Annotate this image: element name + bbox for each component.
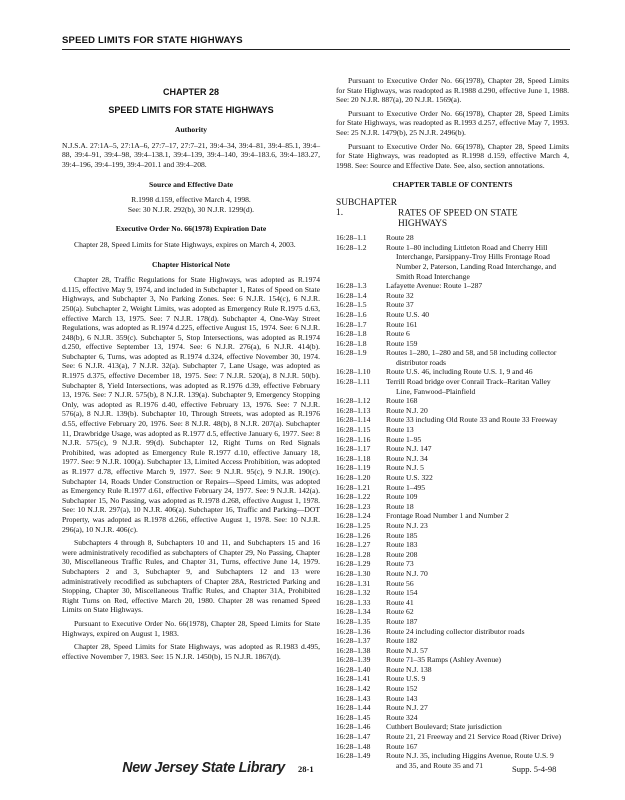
toc-section-title: Route N.J. 5 <box>386 463 424 473</box>
toc-entry <box>336 425 569 435</box>
toc-section-number: 16:28–1.31 <box>336 578 371 588</box>
toc-section-number: 16:28–1.6 <box>336 309 367 319</box>
toc-section-number: 16:28–1.49 <box>336 751 371 761</box>
toc-section-number: 16:28–1.41 <box>336 674 371 684</box>
toc-section-title-block <box>386 694 569 704</box>
historical-note-paragraph: Pursuant to Executive Order No. 66(1978), Chapter 28, Speed Limits for State Highways, expired on August 1, 1983. <box>62 618 320 638</box>
toc-section-title: Route N.J. 70 <box>386 568 428 578</box>
toc-section-title-cont: Number 2, Paterson, Landing Road Interchange, and <box>396 261 557 271</box>
toc-section-title-block <box>386 607 569 617</box>
toc-section-title-cont: distributor roads <box>396 357 446 367</box>
toc-section-number: 16:28–1.45 <box>336 712 371 722</box>
toc-section-number: 16:28–1.30 <box>336 568 371 578</box>
toc-section-title-block <box>386 377 569 396</box>
toc-section-title: Route 33 including Old Route 33 and Route 33 Freeway <box>386 415 558 425</box>
toc-section-title-block <box>386 674 569 684</box>
historical-note-heading: Chapter Historical Note <box>152 259 230 269</box>
toc-entry <box>336 310 569 320</box>
toc-section-title: Route 324 <box>386 712 418 722</box>
toc-section-title-block <box>386 636 569 646</box>
toc-entry <box>336 243 569 281</box>
toc-section-title: Route 1–80 including Littleton Road and Cherry Hill <box>386 242 548 252</box>
toc-section-number: 16:28–1.25 <box>336 520 371 530</box>
toc-section-title: Route N.J. 20 <box>386 405 428 415</box>
toc-section-number: 16:28–1.42 <box>336 684 371 694</box>
toc-section-title-block <box>386 435 569 445</box>
toc-entry <box>336 636 569 646</box>
source-heading: Source and Effective Date <box>148 179 233 189</box>
toc-section-title: Route 28 <box>386 233 414 243</box>
toc-section-title-block <box>386 320 569 330</box>
toc-section-number: 16:28–1.16 <box>336 434 371 444</box>
toc-section-title-block <box>386 550 569 560</box>
toc-section-title: Route 183 <box>386 540 418 550</box>
toc-entry <box>336 377 569 396</box>
toc-section-title-block <box>386 492 569 502</box>
toc-section-number: 16:28–1.48 <box>336 741 371 751</box>
toc-entry <box>336 588 569 598</box>
toc-section-title-block <box>386 425 569 435</box>
toc-section-title-block <box>386 732 569 742</box>
toc-section-number: 16:28–1.14 <box>336 415 371 425</box>
toc-section-title: Route N.J. 147 <box>386 444 432 454</box>
toc-section-title: Terrill Road bridge over Conrail Track–Raritan Valley <box>386 377 551 387</box>
toc-section-number: 16:28–1.15 <box>336 425 371 435</box>
toc-section-title: Route U.S. 40 <box>386 309 430 319</box>
toc-section-number: 16:28–1.17 <box>336 444 371 454</box>
toc-section-title: Lafayette Avenue: Route 1–287 <box>386 281 483 291</box>
toc-entry <box>336 454 569 464</box>
toc-section-title: Route 73 <box>386 559 414 569</box>
toc-section-title: Route 208 <box>386 549 418 559</box>
toc-entry <box>336 703 569 713</box>
toc-entry <box>336 367 569 377</box>
toc-section-number: 16:28–1.3 <box>336 281 367 291</box>
toc-section-title-block <box>386 540 569 550</box>
toc-section-title-block <box>386 646 569 656</box>
toc-entry <box>336 320 569 330</box>
toc-section-number: 16:28–1.19 <box>336 463 371 473</box>
toc-section-title: Route 143 <box>386 693 418 703</box>
toc-section-number: 16:28–1.37 <box>336 636 371 646</box>
toc-entry <box>336 396 569 406</box>
readoption-paragraph: Pursuant to Executive Order No. 66(1978), Chapter 28, Speed Limits for State Highways, was readopted as R.1993 d.257, effective May 7, 1993. See: 25 N.J.R. 1479(b), 25 N.J.R. 2496(b). <box>336 108 569 137</box>
supplement-date: Supp. 5-4-98 <box>512 764 557 774</box>
toc-entry <box>336 540 569 550</box>
subchapter-number: SUBCHAPTER 1. <box>336 197 397 219</box>
toc-section-title: Route N.J. 57 <box>386 645 428 655</box>
toc-section-number: 16:28–1.36 <box>336 626 371 636</box>
left-column <box>62 76 320 665</box>
toc-section-number: 16:28–1.34 <box>336 607 371 617</box>
toc-section-title-block <box>386 579 569 589</box>
toc-entry <box>336 492 569 502</box>
toc-entry <box>336 415 569 425</box>
toc-section-title-block <box>386 310 569 320</box>
toc-entry <box>336 291 569 301</box>
toc-entry <box>336 473 569 483</box>
toc-section-title: Route 161 <box>386 319 418 329</box>
toc-section-title: Route 167 <box>386 741 418 751</box>
toc-section-title-block <box>386 713 569 723</box>
toc-section-title-block <box>386 483 569 493</box>
toc-section-title-block <box>386 444 569 454</box>
toc-entry <box>336 559 569 569</box>
toc-entry <box>336 742 569 752</box>
toc-section-number: 16:28–1.8 <box>336 329 367 339</box>
toc-section-number: 16:28–1.9 <box>336 348 367 358</box>
toc-entry <box>336 463 569 473</box>
subchapter-title-cont: HIGHWAYS <box>398 218 448 229</box>
toc-section-number: 16:28–1.12 <box>336 396 371 406</box>
toc-section-title-block <box>386 243 569 281</box>
right-column <box>336 76 569 770</box>
toc-section-title-cont: Smith Road Interchange <box>396 271 470 281</box>
toc-section-title-block <box>386 396 569 406</box>
toc-section-number: 16:28–1.43 <box>336 693 371 703</box>
toc-section-title: Route 6 <box>386 329 410 339</box>
toc-section-title: Route 182 <box>386 636 418 646</box>
toc-section-title: Route 185 <box>386 530 418 540</box>
toc-section-title-block <box>386 406 569 416</box>
toc-section-number: 16:28–1.21 <box>336 482 371 492</box>
toc-section-title: Route U.S. 322 <box>386 473 433 482</box>
toc-entry <box>336 646 569 656</box>
footer <box>0 755 625 785</box>
toc-entry <box>336 722 569 732</box>
toc-section-number: 16:28–1.27 <box>336 540 371 550</box>
toc-section-number: 16:28–1.1 <box>336 233 367 243</box>
chapter-number: CHAPTER 28 <box>162 87 219 97</box>
subchapter-heading <box>336 198 569 229</box>
toc-section-title: Route U.S. 46, including Route U.S. 1, 9 and 46 <box>386 367 533 377</box>
toc-section-title-block <box>386 291 569 301</box>
toc-section-title: Route 152 <box>386 684 418 694</box>
toc-section-number: 16:28–1.33 <box>336 597 371 607</box>
toc-section-title-block <box>386 300 569 310</box>
toc-entry <box>336 550 569 560</box>
toc-section-title-cont: Interchange, Parsippany-Troy Hills Frontage Road <box>396 252 550 262</box>
source-line: R.1998 d.159, effective March 4, 1998. <box>131 195 251 205</box>
toc-entry <box>336 483 569 493</box>
historical-note-paragraph: Chapter 28, Traffic Regulations for State Highways, was adopted as R.1974 d.115, effective May 9, 1974, and included in Subchapter 1, Rates of Speed on State Highways, and Subchapter 3, No Parking Zones. See: 6 N.J.R. 154(c), 6 N.J.R. 250(a). Subchapter 2, Weight Limits, was adopted as Emergency Rule R.1975 d.63, effective March 13, 1975. See: 7 N.J.R. 178(d). Subchapter 4, One-Way Street Regulations, was adopted as R.1974 d.225, effective August 15, 1974. See: 6 N.J.R. 248(b), 6 N.J.R. 359(c). Subchapter 5, Stop Intersections, was adopted as R.1974 d.250, effective September 13, 1974. See: 6 N.J.R. 276(a), 6 N.J.R. 414(b). Subchapter 6, Turns, was adopted as R.1974 d.324, effective November 30, 1974. See: 6 N.J.R. 413(a), 7 N.J.R. 32(a). Subchapter 7, Lane Usage, was adopted as R.1975 d.375, effective December 18, 1975. See: 7 N.J.R. 520(a), 8 N.J.R. 50(b). Subchapter 8, Yield Intersections, was adopted as R.1976 d.39, effective February 13, 1976. See: 7 N.J.R. 575(b), 8 N.J.R. 139(a). Subchapter 9, Emergency Stopping Only, was adopted as R.1976 d.40, effective February 13, 1976. See: 7 N.J.R. 576(a), 8 N.J.R. 139(b). Subchapter 10, Through Streets, was adopted as R.1976 d.55, effective February 20, 1976. See: 8 N.J.R. 48(b), 8 N.J.R. 207(a). Subchapter 11, Drawbridge Usage, was adopted as R.1977 d.5, effective January 6, 1977. See: 8 N.J.R. 575(c), 9 N.J.R. 99(d). Subchapter 12, Right Turns on Red Signals Prohibited, was adopted as Emergency Rule R.1977 d.10, effective January 18, 1977. See: 9 N.J.R. 100(a). Subchapter 13, Limited Access Prohibition, was adopted as R.1977 d.78, effective March 9, 1977. See: 9 N.J.R. 95(c), 9 N.J.R. 190(c). Subchapter 14, Roads Under Construction or Repairs—Speed Limits, was adopted as Emergency Rule R.1977 d.61, effective February 24, 1977. See: 9 N.J.R. 142(a). Subchapter 15, No Passing, was adopted as R.1978 d.268, effective August 1, 1978. See: 10 N.J.R. 297(a), 10 N.J.R. 406(a). Subchapter 16, Traffic and Parking—DOT Property, was adopted as R.1978 d.266, effective August 1, 1978. See: 10 N.J.R. 296(a), 10 N.J.R. 406(c). <box>62 275 320 534</box>
running-head: SPEED LIMITS FOR STATE HIGHWAYS <box>62 35 243 46</box>
toc-section-title-cont: Line, Fanwood–Plainfield <box>396 386 476 396</box>
toc-section-title: Route 109 <box>386 492 418 502</box>
toc-entry <box>336 339 569 349</box>
toc-section-title: Route 168 <box>386 396 418 406</box>
authority-text: N.J.S.A. 27:1A–5, 27:1A–6, 27:7–17, 27:7–21, 39:4–34, 39:4–81, 39:4–85.1, 39:4–88, 39:4–91, 39:4–98, 39:4–138.1, 39:4–139, 39:4–140, 39:4–183.6, 39:4–183.27, 39:4–196, 39:4–199, 39:4–201.1 and 39:4–208. <box>62 140 320 169</box>
toc-section-title-block <box>386 617 569 627</box>
toc-section-title-block <box>386 502 569 512</box>
toc-section-number: 16:28–1.28 <box>336 549 371 559</box>
toc-section-title-block <box>386 569 569 579</box>
toc-section-title-block <box>386 339 569 349</box>
toc-entry <box>336 329 569 339</box>
toc-section-number: 16:28–1.20 <box>336 473 371 482</box>
readoption-paragraph: Pursuant to Executive Order No. 66(1978), Chapter 28, Speed Limits for State Highways, was readopted as R.1998 d.159, effective March 4, 1998. See: Source and Effective Date. See, also, section annotations. <box>336 141 569 170</box>
toc-entry <box>336 694 569 704</box>
toc-section-title-block <box>386 588 569 598</box>
toc-section-number: 16:28–1.39 <box>336 655 371 665</box>
toc-section-title: Route 41 <box>386 597 414 607</box>
toc-section-number: 16:28–1.40 <box>336 664 371 674</box>
toc-section-title-block <box>386 598 569 608</box>
toc-section-number: 16:28–1.23 <box>336 501 371 511</box>
toc-section-number: 16:28–1.13 <box>336 405 371 415</box>
header-rule <box>62 49 570 50</box>
toc-section-title: Route N.J. 35, including Higgins Avenue, Route U.S. 9 <box>386 751 554 761</box>
toc-section-title-block <box>386 415 569 425</box>
toc-list <box>336 233 569 770</box>
toc-section-title: Route 56 <box>386 578 414 588</box>
toc-section-title-block <box>386 521 569 531</box>
historical-note-paragraph: Subchapters 4 through 8, Subchapters 10 and 11, and Subchapters 15 and 16 were administratively recodified as subchapters of Chapter 29, No Passing, Chapter 30, Miscellaneous Traffic Rules, and Chapter 31, Turns, effective June 14, 1979. Subchapters 2 and 3, Subchapter 9, and Subchapters 12 and 13 were administratively recodified as subchapters of Chapter 28A, Restricted Parking and Stopping, Chapter 30, Miscellaneous Traffic Rules, and Chapter 31A, Prohibited Right Turns on Red, effective March 20, 1980. Chapter 28 was renamed Speed Limits on State Highways. <box>62 538 320 615</box>
toc-section-title-block <box>386 559 569 569</box>
toc-entry <box>336 655 569 665</box>
toc-section-title-block <box>386 627 569 637</box>
toc-section-number: 16:28–1.4 <box>336 290 367 300</box>
toc-section-title-block <box>386 665 569 675</box>
exec-order-text: Chapter 28, Speed Limits for State Highways, expires on March 4, 2003. <box>74 239 296 249</box>
toc-section-title-block <box>386 329 569 339</box>
toc-section-title-block <box>386 703 569 713</box>
toc-entry <box>336 406 569 416</box>
toc-section-title: Route 187 <box>386 616 418 626</box>
toc-entry <box>336 531 569 541</box>
source-line: See: 30 N.J.R. 292(b), 30 N.J.R. 1299(d). <box>127 204 255 214</box>
toc-section-title-block <box>386 367 569 377</box>
exec-order-heading: Executive Order No. 66(1978) Expiration Date <box>115 224 267 234</box>
toc-section-number: 16:28–1.18 <box>336 453 371 463</box>
toc-section-title: Route N.J. 34 <box>386 453 428 463</box>
toc-section-number: 16:28–1.10 <box>336 367 371 377</box>
toc-section-title: Route 18 <box>386 501 414 511</box>
toc-section-number: 16:28–1.5 <box>336 300 367 310</box>
toc-section-number: 16:28–1.11 <box>336 377 371 387</box>
toc-section-number: 16:28–1.38 <box>336 645 371 655</box>
toc-heading: CHAPTER TABLE OF CONTENTS <box>392 180 513 190</box>
toc-section-title-cont: and 35, and Route 35 and 71 <box>396 760 484 770</box>
toc-section-title: Route N.J. 138 <box>386 664 432 674</box>
toc-section-number: 16:28–1.44 <box>336 703 371 713</box>
toc-section-title: Route 62 <box>386 607 414 617</box>
toc-entry <box>336 713 569 723</box>
toc-section-title-block <box>386 463 569 473</box>
toc-section-number: 16:28–1.46 <box>336 722 371 732</box>
toc-section-title-block <box>386 511 569 521</box>
toc-section-title: Route 1–495 <box>386 482 426 492</box>
toc-section-title-block <box>386 281 569 291</box>
toc-entry <box>336 607 569 617</box>
toc-section-number: 16:28–1.29 <box>336 559 371 569</box>
toc-section-title-block <box>386 722 569 732</box>
toc-section-title-block <box>386 454 569 464</box>
toc-entry <box>336 617 569 627</box>
toc-entry <box>336 579 569 589</box>
toc-section-title: Route 154 <box>386 588 418 598</box>
chapter-title: SPEED LIMITS FOR STATE HIGHWAYS <box>108 104 274 115</box>
toc-section-number: 16:28–1.7 <box>336 319 367 329</box>
toc-entry <box>336 684 569 694</box>
toc-section-title: Route 13 <box>386 425 414 435</box>
toc-section-number: 16:28–1.32 <box>336 588 371 598</box>
toc-section-title: Route 32 <box>386 290 414 300</box>
page-number: 28-1 <box>298 764 314 774</box>
toc-section-number: 16:28–1.8 <box>336 338 367 348</box>
toc-section-title-block <box>386 473 569 483</box>
toc-section-title: Route 159 <box>386 338 418 348</box>
toc-entry <box>336 511 569 521</box>
toc-entry <box>336 444 569 454</box>
toc-entry <box>336 300 569 310</box>
toc-entry <box>336 233 569 243</box>
toc-entry <box>336 665 569 675</box>
toc-section-title: Cuthbert Boulevard; State jurisdiction <box>386 722 502 732</box>
toc-section-title: Route 24 including collector distributor roads <box>386 626 525 636</box>
toc-section-number: 16:28–1.24 <box>336 511 371 521</box>
toc-section-title: Frontage Road Number 1 and Number 2 <box>386 511 509 521</box>
toc-section-number: 16:28–1.22 <box>336 492 371 502</box>
toc-section-title-block <box>386 348 569 367</box>
toc-entry <box>336 732 569 742</box>
toc-section-number: 16:28–1.2 <box>336 242 367 252</box>
toc-entry <box>336 348 569 367</box>
toc-section-title: Route 71–35 Ramps (Ashley Avenue) <box>386 655 502 665</box>
readoption-paragraph: Pursuant to Executive Order No. 66(1978), Chapter 28, Speed Limits for State Highways, was readopted as R.1988 d.290, effective June 1, 1988. See: 20 N.J.R. 887(a), 20 N.J.R. 1569(a). <box>336 76 569 105</box>
toc-section-number: 16:28–1.47 <box>336 732 371 742</box>
toc-section-title-block <box>386 531 569 541</box>
toc-section-title-block <box>386 233 569 243</box>
toc-entry <box>336 521 569 531</box>
toc-section-title: Route U.S. 9 <box>386 674 426 684</box>
toc-entry <box>336 502 569 512</box>
toc-section-title: Routes 1–280, 1–280 and 58, and 58 including collector <box>386 348 557 358</box>
toc-section-number: 16:28–1.26 <box>336 530 371 540</box>
toc-section-number: 16:28–1.35 <box>336 616 371 626</box>
historical-note-paragraph: Chapter 28, Speed Limits for State Highways, was adopted as R.1983 d.495, effective November 7, 1983. See: 15 N.J.R. 1450(b), 15 N.J.R. 1867(d). <box>62 642 320 661</box>
toc-entry <box>336 435 569 445</box>
toc-section-title: Route N.J. 27 <box>386 703 428 713</box>
toc-entry <box>336 674 569 684</box>
toc-entry <box>336 281 569 291</box>
toc-section-title: Route 37 <box>386 300 414 310</box>
toc-section-title: Route N.J. 23 <box>386 520 428 530</box>
toc-section-title-block <box>386 655 569 665</box>
toc-section-title: Route 21, 21 Freeway and 21 Service Road (River Drive) <box>386 732 562 742</box>
toc-entry <box>336 627 569 637</box>
toc-entry <box>336 598 569 608</box>
toc-section-title-block <box>386 742 569 752</box>
authority-heading: Authority <box>174 125 208 135</box>
toc-section-title-block <box>386 684 569 694</box>
toc-entry <box>336 569 569 579</box>
toc-section-title: Route 1–95 <box>386 434 422 444</box>
subchapter-title: RATES OF SPEED ON STATE <box>398 208 518 219</box>
library-logo: New Jersey State Library <box>122 759 285 776</box>
